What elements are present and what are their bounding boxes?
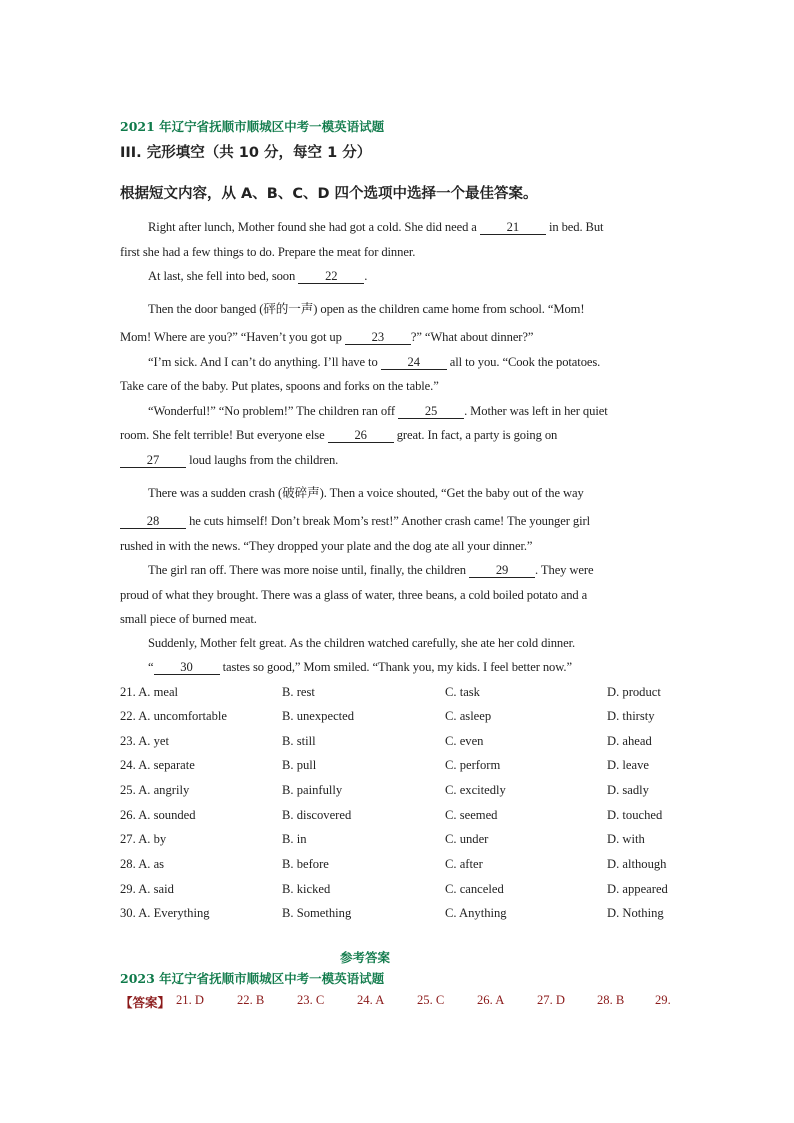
passage-line: “Wonderful!” “No problem!” The children ran off 25 . Mother was left in her quiet [148, 404, 608, 418]
option-a: 28. A. as [120, 857, 165, 871]
blank-23: 23 [345, 330, 411, 345]
option-c: C. after [445, 857, 483, 871]
option-c: C. seemed [445, 808, 498, 822]
option-a: 25. A. angrily [120, 783, 190, 797]
answer-item: 27. D [537, 993, 565, 1007]
answer-key-row [120, 993, 170, 1011]
answer-key-title: 2023 年辽宁省抚顺市顺城区中考一模英语试题 [120, 971, 385, 986]
answer-item: 29. [655, 993, 671, 1007]
option-a: 27. A. by [120, 832, 167, 846]
option-c: C. canceled [445, 882, 504, 896]
option-b: B. Something [282, 906, 352, 920]
blank-27: 27 [120, 453, 186, 468]
passage-line: 27 loud laughs from the children. [120, 453, 338, 468]
passage-line: Mom! Where are you?” “Haven’t you got up 23 ?” “What about dinner?” [120, 330, 534, 344]
option-b: B. pull [282, 758, 317, 772]
passage-line: There was a sudden crash (破碎声). Then a voice shouted, “Get the baby out of the way [148, 486, 584, 500]
option-b: B. kicked [282, 882, 331, 896]
answer-item: 25. C [417, 993, 445, 1007]
option-a: 22. A. uncomfortable [120, 709, 228, 723]
answer-item: 24. A [357, 993, 385, 1007]
passage-line: “I’m sick. And I can’t do anything. I’ll have to 24 all to you. “Cook the potatoes. [148, 355, 601, 369]
passage-line: The girl ran off. There was more noise until, finally, the children 29 . They were [148, 563, 594, 577]
passage-line: proud of what they brought. There was a glass of water, three beans, a cold boiled potato and a [120, 588, 588, 602]
answer-item: 21. D [176, 993, 204, 1007]
option-d: D. product [607, 685, 661, 699]
option-d: D. ahead [607, 734, 652, 748]
answer-item: 26. A [477, 993, 505, 1007]
blank-22: 22 [298, 269, 364, 284]
option-d: D. thirsty [607, 709, 655, 723]
option-b: B. rest [282, 685, 315, 699]
blank-26: 26 [328, 428, 394, 443]
option-b: B. before [282, 857, 329, 871]
option-c: C. under [445, 832, 489, 846]
passage-line: small piece of burned meat. [120, 612, 257, 626]
passage-line: Take care of the baby. Put plates, spoons and forks on the table.” [120, 379, 439, 393]
passage-line: 28 he cuts himself! Don’t break Mom’s rest!” Another crash came! The younger girl [120, 514, 590, 529]
option-c: C. asleep [445, 709, 492, 723]
option-c: C. perform [445, 758, 501, 772]
option-d: D. touched [607, 808, 663, 822]
option-c: C. task [445, 685, 480, 699]
option-d: D. leave [607, 758, 649, 772]
option-d: D. sadly [607, 783, 649, 797]
option-d: D. Nothing [607, 906, 664, 920]
passage-line: “ 30 tastes so good,” Mom smiled. “Thank you, my kids. I feel better now.” [148, 660, 572, 674]
option-d: D. although [607, 857, 667, 871]
option-b: B. unexpected [282, 709, 355, 723]
option-a: 29. A. said [120, 882, 174, 896]
option-d: D. with [607, 832, 645, 846]
answer-key-heading: 参考答案 [340, 950, 391, 965]
passage-line: first she had a few things to do. Prepare the meat for dinner. [120, 245, 416, 259]
blank-25: 25 [398, 404, 464, 419]
option-a: 21. A. meal [120, 685, 179, 699]
passage-line: Right after lunch, Mother found she had got a cold. She did need a 21 in bed. But [148, 220, 604, 234]
document-title: 2021 年辽宁省抚顺市顺城区中考一模英语试题 [120, 119, 385, 134]
passage-line: room. She felt terrible! But everyone else 26 great. In fact, a party is going on [120, 428, 558, 442]
option-a: 30. A. Everything [120, 906, 210, 920]
blank-30: 30 [154, 660, 220, 675]
blank-29: 29 [469, 563, 535, 578]
option-b: B. in [282, 832, 307, 846]
passage-line: Then the door banged (砰的一声) open as the children came home from school. “Mom! [148, 302, 585, 316]
blank-24: 24 [381, 355, 447, 370]
option-b: B. discovered [282, 808, 352, 822]
option-c: C. Anything [445, 906, 507, 920]
option-c: C. even [445, 734, 484, 748]
option-c: C. excitedly [445, 783, 506, 797]
option-a: 24. A. separate [120, 758, 195, 772]
blank-28: 28 [120, 514, 186, 529]
passage-line: rushed in with the news. “They dropped your plate and the dog ate all your dinner.” [120, 539, 533, 553]
answer-item: 28. B [597, 993, 625, 1007]
blank-21: 21 [480, 220, 546, 235]
option-b: B. painfully [282, 783, 343, 797]
answer-item: 23. C [297, 993, 325, 1007]
answer-item: 22. B [237, 993, 265, 1007]
option-a: 23. A. yet [120, 734, 169, 748]
option-b: B. still [282, 734, 316, 748]
answer-label: 【答案】 [120, 995, 171, 1010]
passage-line: At last, she fell into bed, soon 22 . [148, 269, 368, 283]
section-title: III. 完形填空（共 10 分，每空 1 分） [120, 145, 372, 161]
option-a: 26. A. sounded [120, 808, 196, 822]
passage-line: Suddenly, Mother felt great. As the children watched carefully, she ate her cold dinner. [148, 636, 576, 650]
option-d: D. appeared [607, 882, 668, 896]
instruction-text: 根据短文内容，从 A、B、C、D 四个选项中选择一个最佳答案。 [120, 186, 538, 202]
